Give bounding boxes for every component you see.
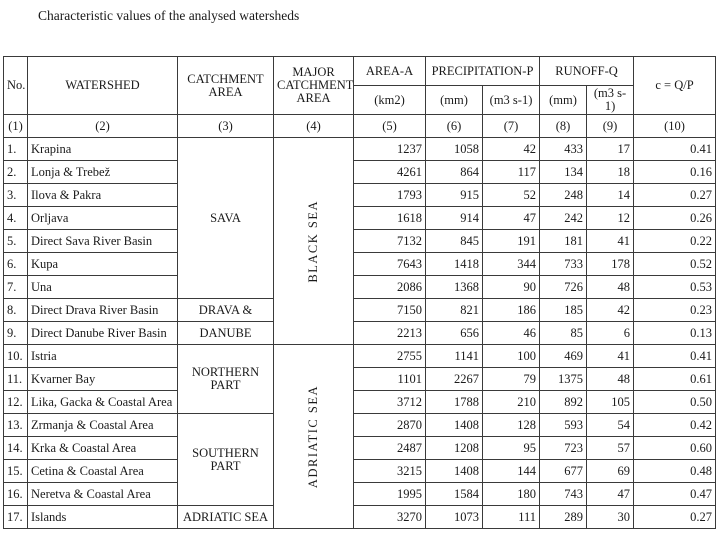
table-row (4, 322, 716, 345)
precip-mm-value: 2267 (426, 368, 483, 391)
column-index: (7) (483, 115, 540, 138)
runoff-m3-value: 69 (587, 460, 634, 483)
runoff-mm-value: 593 (540, 414, 587, 437)
precip-mm-value: 1408 (426, 460, 483, 483)
header-area: AREA-A (354, 57, 426, 86)
precip-m3-value: 210 (483, 391, 540, 414)
header-precip-m3: (m3 s-1) (483, 86, 540, 115)
area-value: 3270 (354, 506, 426, 529)
row-number: 11. (4, 368, 28, 391)
area-value: 2755 (354, 345, 426, 368)
row-number: 8. (4, 299, 28, 322)
runoff-m3-value: 42 (587, 299, 634, 322)
watershed-name: Lonja & Trebež (28, 161, 178, 184)
table-row (4, 253, 716, 276)
table-row (4, 437, 716, 460)
watershed-name: Krka & Coastal Area (28, 437, 178, 460)
precip-m3-value: 191 (483, 230, 540, 253)
watershed-name: Cetina & Coastal Area (28, 460, 178, 483)
runoff-mm-value: 726 (540, 276, 587, 299)
row-number: 10. (4, 345, 28, 368)
header-coefficient: c = Q/P (634, 57, 716, 115)
precip-m3-value: 52 (483, 184, 540, 207)
major-black-sea-label: BLACK SEA (306, 199, 320, 283)
table-row (4, 276, 716, 299)
table-row (4, 391, 716, 414)
column-index: (1) (4, 115, 28, 138)
row-number: 17. (4, 506, 28, 529)
table-row (4, 207, 716, 230)
coefficient-value: 0.22 (634, 230, 716, 253)
catchment-drava-label: DRAVA & (198, 302, 253, 317)
runoff-m3-value: 47 (587, 483, 634, 506)
header-catchment: CATCHMENT AREA (178, 57, 274, 115)
row-number: 1. (4, 138, 28, 161)
watershed-name: Krapina (28, 138, 178, 161)
watershed-name: Direct Danube River Basin (28, 322, 178, 345)
area-value: 7150 (354, 299, 426, 322)
runoff-mm-value: 85 (540, 322, 587, 345)
catchment-southern-part-label: SOUTHERN PART (192, 445, 259, 473)
precip-m3-value: 95 (483, 437, 540, 460)
precip-m3-value: 42 (483, 138, 540, 161)
runoff-m3-value: 48 (587, 276, 634, 299)
row-number: 4. (4, 207, 28, 230)
row-number: 3. (4, 184, 28, 207)
runoff-m3-value: 41 (587, 230, 634, 253)
precip-mm-value: 1208 (426, 437, 483, 460)
row-number: 12. (4, 391, 28, 414)
header-runoff: RUNOFF-Q (540, 57, 634, 86)
row-number: 16. (4, 483, 28, 506)
precip-mm-value: 821 (426, 299, 483, 322)
column-index: (10) (634, 115, 716, 138)
area-value: 7643 (354, 253, 426, 276)
precip-mm-value: 845 (426, 230, 483, 253)
coefficient-value: 0.42 (634, 414, 716, 437)
precip-m3-value: 128 (483, 414, 540, 437)
area-value: 2487 (354, 437, 426, 460)
precip-m3-value: 117 (483, 161, 540, 184)
runoff-m3-value: 178 (587, 253, 634, 276)
table-row (4, 460, 716, 483)
watershed-name: Orljava (28, 207, 178, 230)
runoff-m3-value: 57 (587, 437, 634, 460)
coefficient-value: 0.52 (634, 253, 716, 276)
watershed-name: Direct Drava River Basin (28, 299, 178, 322)
runoff-mm-value: 723 (540, 437, 587, 460)
coefficient-value: 0.50 (634, 391, 716, 414)
runoff-m3-value: 41 (587, 345, 634, 368)
column-index: (8) (540, 115, 587, 138)
table-row (4, 506, 716, 529)
watershed-name: Kvarner Bay (28, 368, 178, 391)
area-value: 2213 (354, 322, 426, 345)
runoff-m3-value: 30 (587, 506, 634, 529)
watershed-name: Islands (28, 506, 178, 529)
coefficient-value: 0.53 (634, 276, 716, 299)
table-row (4, 230, 716, 253)
watershed-name: Istria (28, 345, 178, 368)
runoff-m3-value: 12 (587, 207, 634, 230)
header-no: No. (4, 57, 28, 115)
runoff-m3-value: 105 (587, 391, 634, 414)
precip-mm-value: 1073 (426, 506, 483, 529)
precip-m3-value: 46 (483, 322, 540, 345)
catchment-adriatic-sea-label: ADRIATIC SEA (182, 509, 269, 524)
runoff-mm-value: 677 (540, 460, 587, 483)
watershed-table (3, 56, 716, 529)
coefficient-value: 0.47 (634, 483, 716, 506)
table-row (4, 483, 716, 506)
catchment-sava (178, 138, 274, 299)
header-area-unit: (km2) (354, 86, 426, 115)
precip-mm-value: 656 (426, 322, 483, 345)
precip-m3-value: 79 (483, 368, 540, 391)
precip-m3-value: 90 (483, 276, 540, 299)
coefficient-value: 0.60 (634, 437, 716, 460)
header-precip-mm: (mm) (426, 86, 483, 115)
catchment-sava-label: SAVA (210, 210, 241, 225)
precip-m3-value: 344 (483, 253, 540, 276)
coefficient-value: 0.23 (634, 299, 716, 322)
row-number: 6. (4, 253, 28, 276)
area-value: 2086 (354, 276, 426, 299)
runoff-mm-value: 433 (540, 138, 587, 161)
catchment-adriatic-sea (178, 506, 274, 529)
runoff-mm-value: 181 (540, 230, 587, 253)
row-number: 2. (4, 161, 28, 184)
area-value: 1995 (354, 483, 426, 506)
column-index: (5) (354, 115, 426, 138)
runoff-m3-value: 18 (587, 161, 634, 184)
runoff-mm-value: 242 (540, 207, 587, 230)
runoff-mm-value: 733 (540, 253, 587, 276)
row-number: 9. (4, 322, 28, 345)
catchment-southern-part (178, 414, 274, 506)
table-row (4, 345, 716, 368)
major-adriatic-sea (274, 345, 354, 529)
coefficient-value: 0.61 (634, 368, 716, 391)
precip-mm-value: 1418 (426, 253, 483, 276)
column-index-row (4, 115, 716, 138)
major-black-sea (274, 138, 354, 345)
precip-mm-value: 1058 (426, 138, 483, 161)
watershed-name: Neretva & Coastal Area (28, 483, 178, 506)
watershed-name: Una (28, 276, 178, 299)
coefficient-value: 0.48 (634, 460, 716, 483)
row-number: 14. (4, 437, 28, 460)
precip-mm-value: 1408 (426, 414, 483, 437)
precip-mm-value: 1141 (426, 345, 483, 368)
coefficient-value: 0.27 (634, 184, 716, 207)
precip-m3-value: 186 (483, 299, 540, 322)
catchment-northern-part-label: NORTHERN PART (191, 365, 260, 392)
row-number: 5. (4, 230, 28, 253)
coefficient-value: 0.27 (634, 506, 716, 529)
column-index: (2) (28, 115, 178, 138)
precip-m3-value: 100 (483, 345, 540, 368)
area-value: 1101 (354, 368, 426, 391)
runoff-mm-value: 892 (540, 391, 587, 414)
area-value: 4261 (354, 161, 426, 184)
coefficient-value: 0.16 (634, 161, 716, 184)
table-row (4, 368, 716, 391)
table-row (4, 184, 716, 207)
runoff-mm-value: 743 (540, 483, 587, 506)
column-index: (3) (178, 115, 274, 138)
major-adriatic-sea-label: ADRIATIC SEA (306, 384, 320, 489)
area-value: 1793 (354, 184, 426, 207)
runoff-m3-value: 48 (587, 368, 634, 391)
precip-mm-value: 864 (426, 161, 483, 184)
runoff-mm-value: 469 (540, 345, 587, 368)
column-index: (9) (587, 115, 634, 138)
area-value: 3215 (354, 460, 426, 483)
precip-mm-value: 914 (426, 207, 483, 230)
row-number: 15. (4, 460, 28, 483)
area-value: 1618 (354, 207, 426, 230)
table-row (4, 161, 716, 184)
runoff-mm-value: 289 (540, 506, 587, 529)
precip-m3-value: 111 (483, 506, 540, 529)
precip-mm-value: 915 (426, 184, 483, 207)
precip-mm-value: 1584 (426, 483, 483, 506)
header-runoff-m3: (m3 s-1) (587, 86, 634, 115)
table-caption: Characteristic values of the analysed watersheds (38, 8, 300, 23)
table-row (4, 299, 716, 322)
area-value: 3712 (354, 391, 426, 414)
header-precipitation: PRECIPITATION-P (426, 57, 540, 86)
area-value: 2870 (354, 414, 426, 437)
runoff-mm-value: 1375 (540, 368, 587, 391)
watershed-name: Direct Sava River Basin (28, 230, 178, 253)
row-number: 7. (4, 276, 28, 299)
column-index: (4) (274, 115, 354, 138)
runoff-mm-value: 134 (540, 161, 587, 184)
table-row (4, 414, 716, 437)
catchment-drava (178, 299, 274, 322)
table-row (4, 138, 716, 161)
watershed-name: Kupa (28, 253, 178, 276)
watershed-name: Zrmanja & Coastal Area (28, 414, 178, 437)
runoff-m3-value: 6 (587, 322, 634, 345)
catchment-northern-part (178, 345, 274, 414)
watershed-name: Lika, Gacka & Coastal Area (28, 391, 178, 414)
precip-mm-value: 1368 (426, 276, 483, 299)
row-number: 13. (4, 414, 28, 437)
header-major-catchment: MAJOR CATCHMENT AREA (274, 57, 354, 115)
coefficient-value: 0.26 (634, 207, 716, 230)
precip-m3-value: 180 (483, 483, 540, 506)
watershed-name: Ilova & Pakra (28, 184, 178, 207)
precip-mm-value: 1788 (426, 391, 483, 414)
coefficient-value: 0.41 (634, 345, 716, 368)
runoff-m3-value: 17 (587, 138, 634, 161)
catchment-danube-label: DANUBE (199, 325, 252, 340)
column-index: (6) (426, 115, 483, 138)
area-value: 1237 (354, 138, 426, 161)
header-runoff-mm: (mm) (540, 86, 587, 115)
precip-m3-value: 47 (483, 207, 540, 230)
runoff-mm-value: 185 (540, 299, 587, 322)
coefficient-value: 0.41 (634, 138, 716, 161)
precip-m3-value: 144 (483, 460, 540, 483)
runoff-mm-value: 248 (540, 184, 587, 207)
coefficient-value: 0.13 (634, 322, 716, 345)
runoff-m3-value: 14 (587, 184, 634, 207)
area-value: 7132 (354, 230, 426, 253)
header-watershed: WATERSHED (28, 57, 178, 115)
catchment-danube (178, 322, 274, 345)
runoff-m3-value: 54 (587, 414, 634, 437)
